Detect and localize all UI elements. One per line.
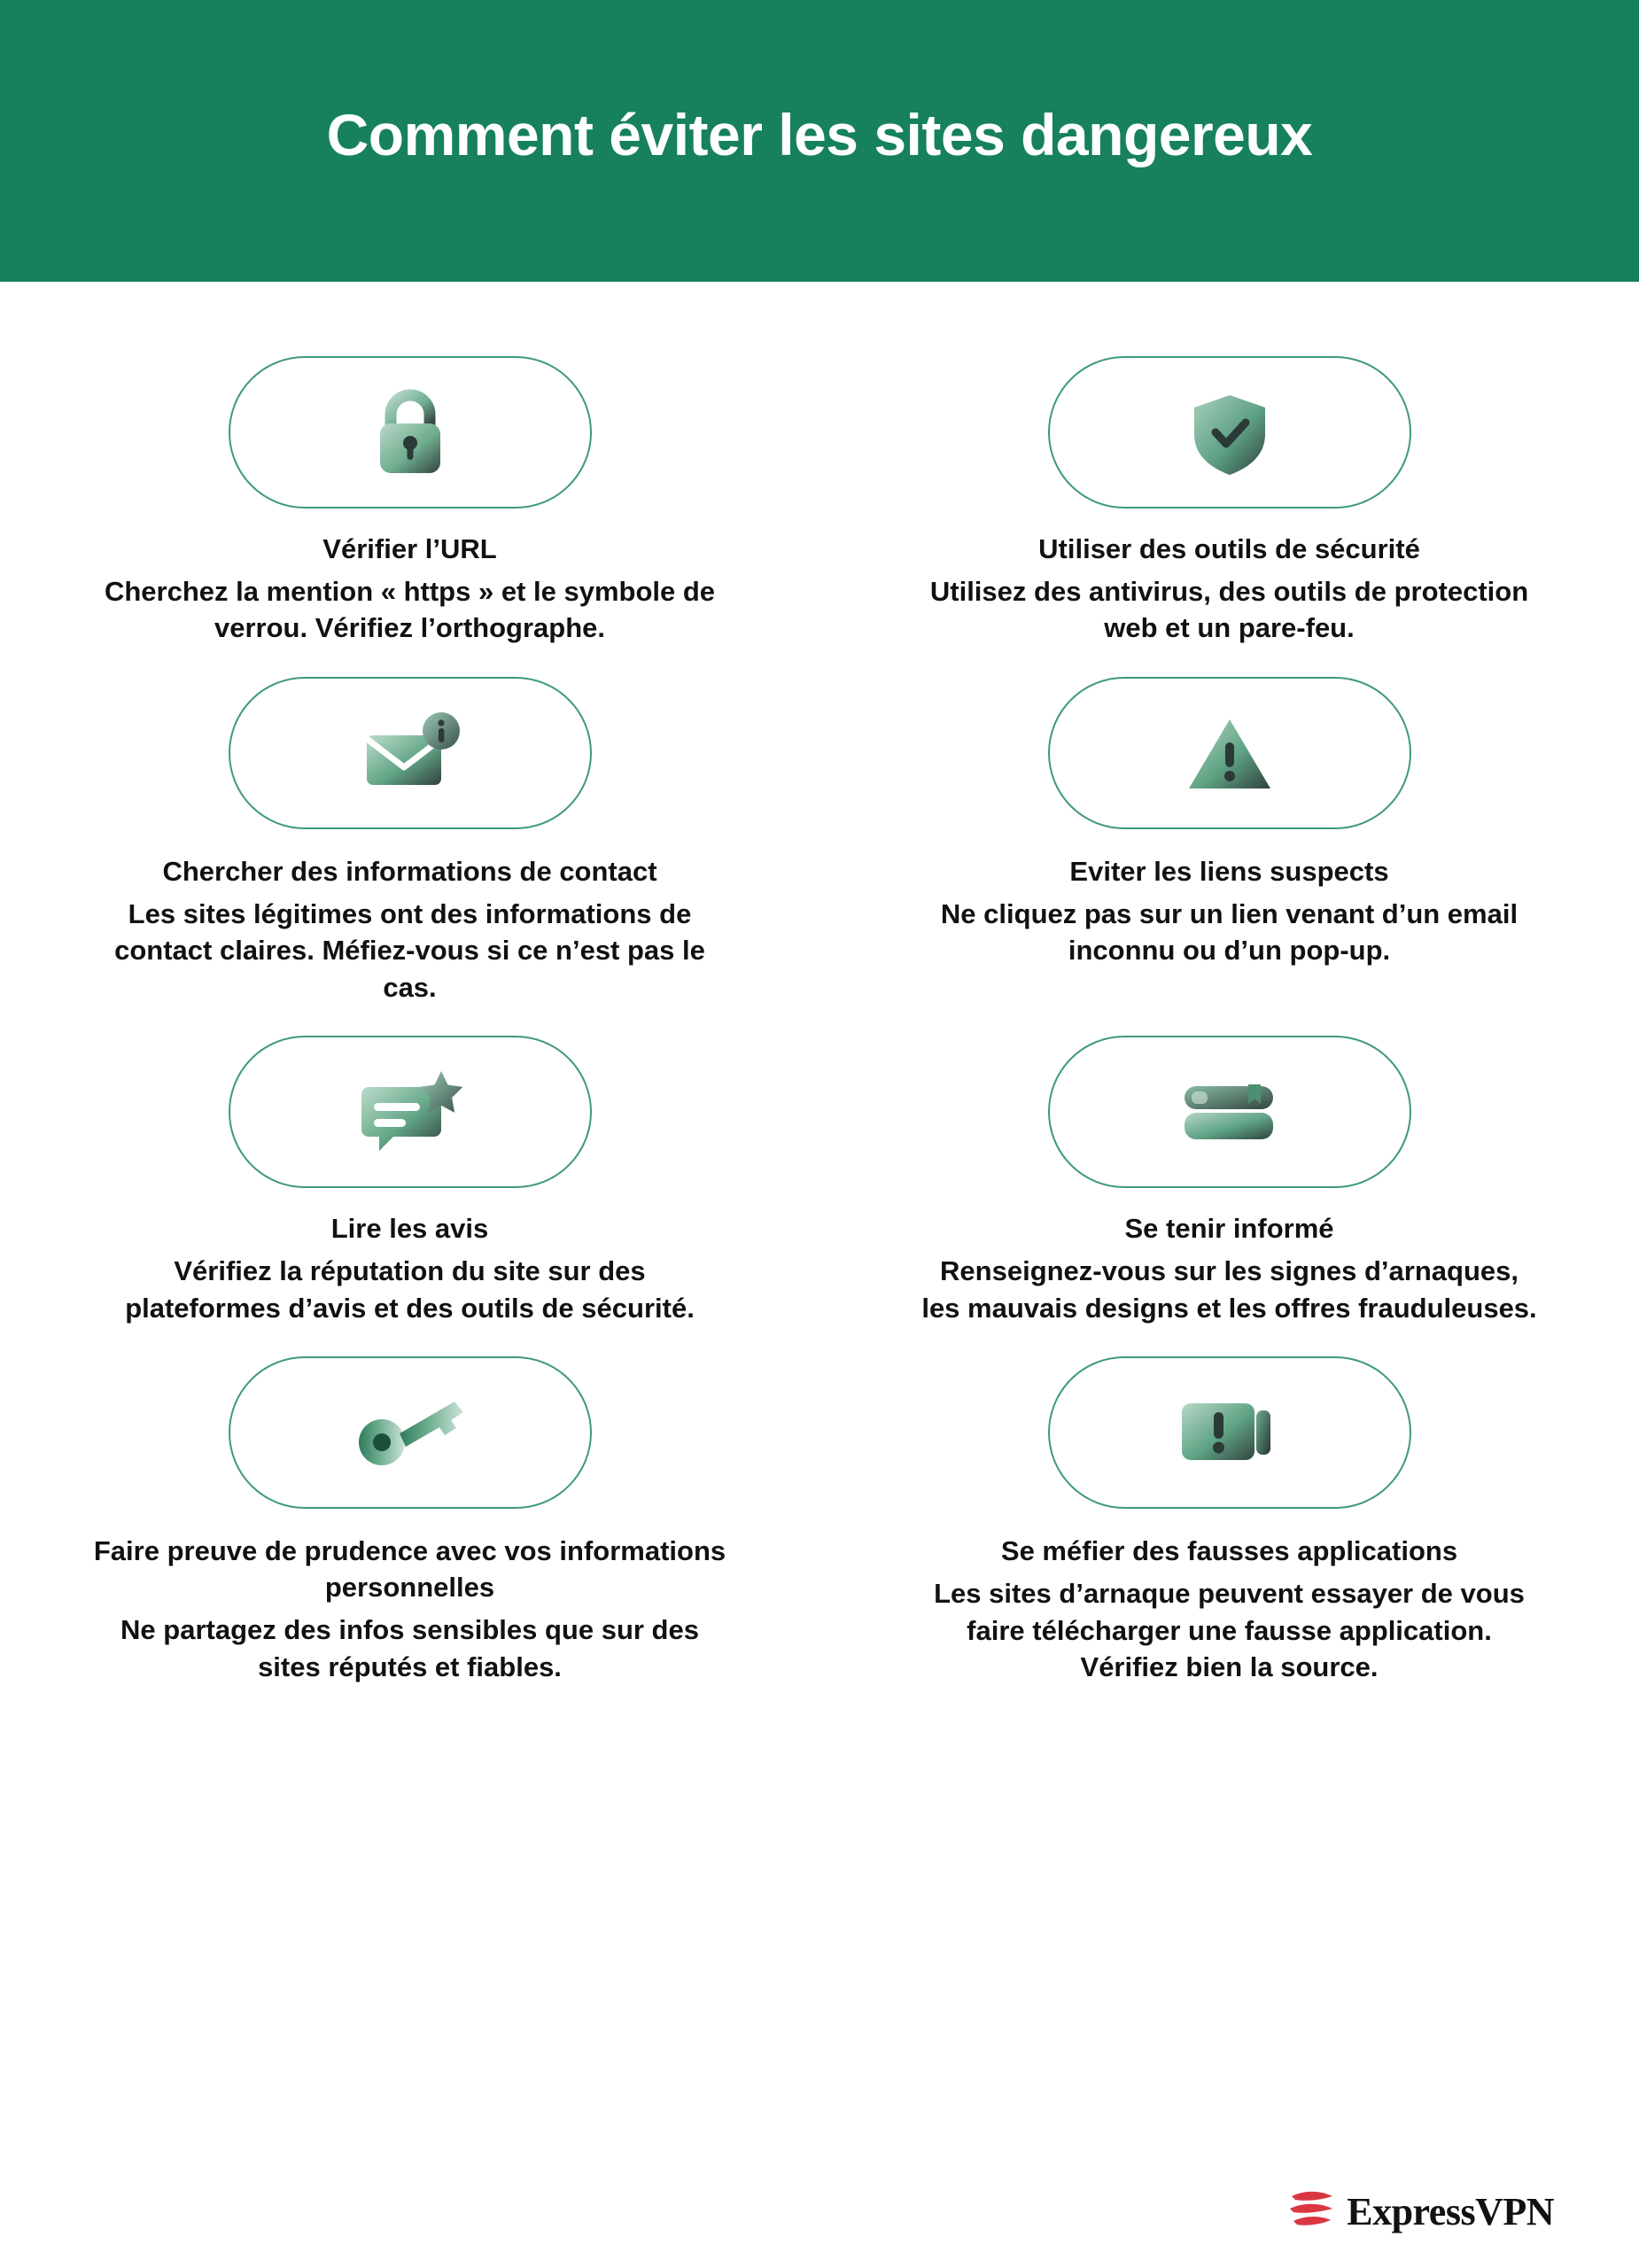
tip-description: Cherchez la mention « https » et le symbole de verrou. Vérifiez l’orthographe. <box>104 575 716 644</box>
tip-title: Se méfier des fausses applications <box>1000 1535 1458 1567</box>
tip-description: Les sites d’arnaque peuvent essayer de vous faire télécharger une fausse application. Vérifiez bien la source. <box>934 1578 1525 1683</box>
tips-grid <box>0 282 1639 1686</box>
tip-title: Eviter les liens suspects <box>1069 855 1389 887</box>
review-star-icon <box>353 1059 468 1165</box>
tip-card-fausses-applications <box>820 1356 1639 1686</box>
icon-pill <box>1048 1036 1411 1188</box>
key-icon <box>348 1384 472 1481</box>
icon-pill <box>229 356 592 509</box>
warning-triangle-icon <box>1177 700 1283 806</box>
tip-card-outils-securite <box>820 356 1639 647</box>
expressvpn-logo-icon <box>1286 2187 1336 2236</box>
tip-title: Lire les avis <box>330 1213 489 1245</box>
phone-alert-icon <box>1168 1384 1292 1481</box>
icon-pill <box>1048 677 1411 829</box>
shield-check-icon <box>1177 379 1283 485</box>
book-bookmark-icon <box>1172 1063 1287 1161</box>
tip-description: Utilisez des antivirus, des outils de protection web et un pare-feu. <box>929 575 1529 644</box>
icon-pill <box>229 1036 592 1188</box>
icon-pill <box>229 677 592 829</box>
tip-description: Vérifiez la réputation du site sur des plateformes d’avis et des outils de sécurité. <box>125 1255 695 1324</box>
tip-description: Ne partagez des infos sensibles que sur des sites réputés et fiables. <box>120 1614 699 1682</box>
expressvpn-logo[interactable] <box>1286 2187 1554 2236</box>
page-header <box>0 0 1639 282</box>
tip-description: Ne cliquez pas sur un lien venant d’un email inconnu ou d’un pop-up. <box>940 897 1519 967</box>
tip-title: Utiliser des outils de sécurité <box>1038 533 1420 564</box>
tip-card-verifier-url <box>0 356 820 647</box>
tip-card-informations-personnelles <box>0 1356 820 1686</box>
tip-title: Vérifier l’URL <box>322 533 497 564</box>
tip-description: Renseignez-vous sur les signes d’arnaques, les mauvais designs et les offres frauduleuses. <box>921 1255 1537 1324</box>
tip-title: Se tenir informé <box>1124 1213 1334 1245</box>
tip-card-se-tenir-informe <box>820 1036 1639 1326</box>
tip-card-lire-les-avis <box>0 1036 820 1326</box>
tip-card-liens-suspects <box>820 677 1639 1006</box>
expressvpn-logo-text: ExpressVPN <box>1347 2190 1554 2233</box>
envelope-info-icon <box>353 700 468 806</box>
tip-description: Les sites légitimes ont des informations de contact claires. Méfiez-vous si ce n’est pas le cas. <box>114 897 705 1003</box>
tip-title: Faire preuve de prudence avec vos informations personnelles <box>93 1535 726 1604</box>
icon-pill <box>1048 356 1411 509</box>
icon-pill <box>1048 1356 1411 1509</box>
padlock-icon <box>357 379 463 485</box>
icon-pill <box>229 1356 592 1509</box>
tip-card-informations-contact <box>0 677 820 1006</box>
tip-title: Chercher des informations de contact <box>162 855 657 887</box>
page-title: Comment éviter les sites dangereux <box>326 102 1313 167</box>
